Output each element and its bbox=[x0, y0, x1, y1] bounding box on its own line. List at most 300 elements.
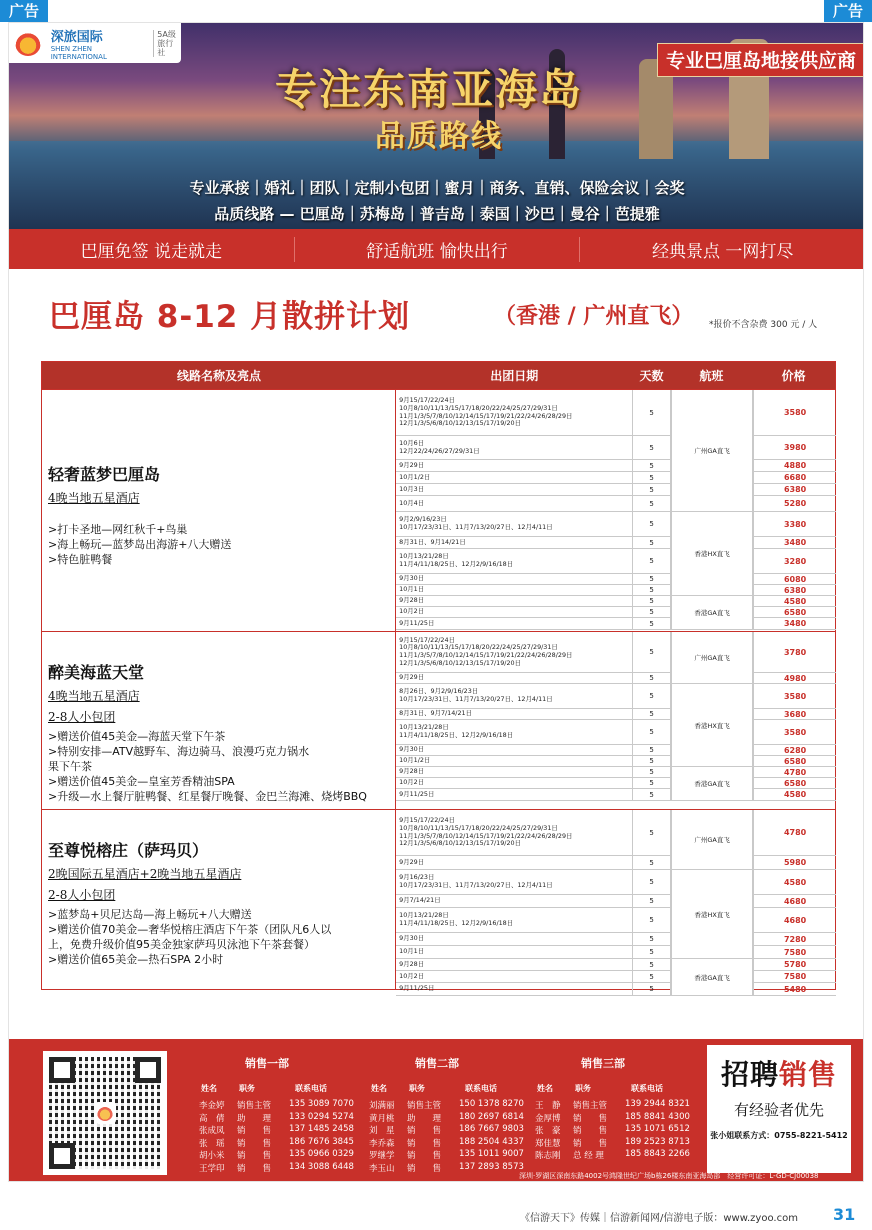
agency-grade: 5A级 旅行社 bbox=[153, 30, 181, 57]
flight-label: 香港HX直飞 bbox=[671, 512, 753, 596]
date-line: 9月11/25日 bbox=[399, 618, 435, 627]
table-row bbox=[396, 709, 836, 720]
departure-dates bbox=[396, 959, 633, 970]
route-highlight: >赠送价值65美金—热石SPA 2小时 bbox=[48, 953, 224, 966]
qr-corner bbox=[49, 1057, 75, 1083]
days-cell: 5 bbox=[633, 549, 671, 573]
date-line: 8月31日、9月7/14/21日 bbox=[399, 709, 472, 718]
days-cell: 5 bbox=[633, 632, 671, 672]
sales-col-header: 职务 bbox=[575, 1084, 591, 1093]
sales-name: 罗继学 bbox=[369, 1151, 395, 1161]
price-cell: 4680 bbox=[753, 895, 836, 907]
sales-role: 助 理 bbox=[237, 1113, 272, 1124]
price-cell: 6380 bbox=[753, 484, 836, 495]
sales-col-header: 职务 bbox=[239, 1084, 255, 1093]
route-highlight: >赠送价值70美金—奢华悦榕庄酒店下午茶（团队凡6人以 bbox=[48, 923, 332, 936]
hero-subtitle: 品质路线 bbox=[375, 119, 503, 154]
sales-role: 销售主管 bbox=[237, 1101, 272, 1111]
sales-name: 刘 星 bbox=[369, 1126, 395, 1136]
days-cell: 5 bbox=[633, 574, 671, 584]
date-line: 9月29日 bbox=[399, 673, 425, 682]
price-cell: 4580 bbox=[753, 596, 836, 606]
sales-role: 销售主管 bbox=[573, 1101, 608, 1111]
date-line: 10月1日 bbox=[399, 947, 425, 956]
route-highlight: 果下午茶 bbox=[48, 760, 92, 773]
days-cell: 5 bbox=[633, 537, 671, 548]
price-cell: 6280 bbox=[753, 745, 836, 755]
flight-label: 广州GA直飞 bbox=[671, 810, 753, 870]
table-row bbox=[396, 436, 836, 460]
days-cell: 5 bbox=[633, 895, 671, 907]
date-line: 10月8/10/11/13/15/17/18/20/22/24/25/27/29/31日 bbox=[399, 403, 558, 412]
days-cell: 5 bbox=[633, 390, 671, 435]
route-info bbox=[42, 632, 396, 809]
date-line: 10月1/2日 bbox=[399, 472, 431, 481]
route-schedule bbox=[396, 390, 835, 631]
departure-dates bbox=[396, 596, 633, 606]
price-cell: 3380 bbox=[753, 512, 836, 536]
departure-dates bbox=[396, 585, 633, 595]
slogan-item: 舒适航班 愉快出行 bbox=[295, 237, 581, 262]
departure-dates bbox=[396, 549, 633, 573]
sales-phone[interactable]: 135 3089 7070 bbox=[289, 1099, 354, 1109]
supplier-badge: 专业巴厘岛地接供应商 bbox=[657, 43, 864, 77]
table-row bbox=[396, 585, 836, 596]
sales-phone[interactable]: 137 2893 8573 bbox=[459, 1161, 524, 1172]
sales-role: 助 理 bbox=[407, 1113, 442, 1124]
price-cell: 4580 bbox=[753, 789, 836, 800]
date-line: 9月15/17/22/24日 bbox=[399, 816, 455, 825]
date-line: 9月11/25日 bbox=[399, 984, 435, 993]
route-schedule bbox=[396, 632, 835, 809]
flight-label: 香港GA直飞 bbox=[671, 767, 753, 801]
route-highlight: >特色脏鸭餐 bbox=[48, 553, 113, 566]
departure-dates bbox=[396, 618, 633, 629]
price-cell: 7580 bbox=[753, 946, 836, 958]
price-cell: 3580 bbox=[753, 720, 836, 744]
sales-phone[interactable]: 185 8841 4300 bbox=[625, 1111, 690, 1122]
sales-name: 王 静 bbox=[535, 1101, 561, 1111]
days-cell: 5 bbox=[633, 684, 671, 708]
table-row bbox=[396, 946, 836, 959]
departure-dates bbox=[396, 496, 633, 511]
table-row bbox=[396, 895, 836, 908]
date-line: 9月7/14/21日 bbox=[399, 896, 441, 905]
sales-phone[interactable]: 186 7667 9803 bbox=[459, 1124, 524, 1134]
price-cell: 7580 bbox=[753, 971, 836, 982]
price-cell: 4780 bbox=[753, 810, 836, 855]
days-cell: 5 bbox=[633, 778, 671, 788]
sales-name: 胡小米 bbox=[199, 1151, 225, 1161]
sales-col-header: 职务 bbox=[409, 1084, 425, 1093]
route-section bbox=[42, 631, 835, 809]
sales-name: 郑佳慧 bbox=[535, 1138, 561, 1149]
sales-role: 销 售 bbox=[237, 1138, 272, 1149]
date-line: 9月29日 bbox=[399, 460, 425, 469]
table-row bbox=[396, 684, 836, 709]
table-row bbox=[396, 908, 836, 933]
recruit-box bbox=[707, 1045, 851, 1173]
flight-label: 香港HX直飞 bbox=[671, 870, 753, 959]
days-cell: 5 bbox=[633, 472, 671, 483]
sales-phone[interactable]: 133 0294 5274 bbox=[289, 1111, 354, 1122]
sales-name: 李玉山 bbox=[369, 1163, 395, 1174]
table-row bbox=[396, 933, 836, 946]
date-line: 11月1/3/5/7/8/10/12/14/15/17/19/21/22/24/26/28/29日 bbox=[399, 651, 573, 659]
ad-page bbox=[8, 22, 864, 1182]
sales-role: 销 售 bbox=[237, 1163, 272, 1174]
date-line: 9月15/17/22/24日 bbox=[399, 396, 455, 405]
ad-tag-right: 广告 bbox=[824, 0, 872, 22]
days-cell: 5 bbox=[633, 789, 671, 800]
date-line: 11月4/11/18/25日、12月2/9/16/18日 bbox=[399, 731, 514, 739]
slogan-item: 巴厘免签 说走就走 bbox=[9, 237, 295, 262]
departure-dates bbox=[396, 778, 633, 788]
qr-corner bbox=[49, 1143, 75, 1169]
days-cell: 5 bbox=[633, 436, 671, 459]
sales-name: 金厚博 bbox=[535, 1113, 561, 1124]
departure-dates bbox=[396, 756, 633, 766]
table-row bbox=[396, 971, 836, 983]
qr-pattern bbox=[49, 1057, 161, 1169]
flight-label: 香港GA直飞 bbox=[671, 596, 753, 630]
route-group-size: 2-8人小包团 bbox=[48, 888, 116, 902]
table-row bbox=[396, 618, 836, 630]
ad-tag-left: 广告 bbox=[0, 0, 48, 22]
sales-name: 黄月桃 bbox=[369, 1113, 395, 1124]
sales-phone[interactable]: 135 1011 9007 bbox=[459, 1149, 524, 1159]
route-group-size: 2-8人小包团 bbox=[48, 710, 116, 724]
price-cell: 6580 bbox=[753, 778, 836, 788]
date-line: 8月31日、9月14/21日 bbox=[399, 537, 466, 546]
date-line: 10月4日 bbox=[399, 498, 425, 507]
sales-role: 销 售 bbox=[237, 1151, 272, 1161]
departure-dates bbox=[396, 946, 633, 958]
date-line: 10月17/23/31日、11月7/13/20/27日、12月4/11日 bbox=[399, 695, 553, 703]
date-line: 9月2/9/16/23日 bbox=[399, 515, 447, 524]
route-highlight: >升级—水上餐厅脏鸭餐、红星餐厅晚餐、金巴兰海滩、烧烤BBQ bbox=[48, 790, 367, 803]
table-row bbox=[396, 745, 836, 756]
sales-col-header: 姓名 bbox=[371, 1084, 387, 1093]
page-footer: 《信游天下》传媒｜信游新闻网/信游电子版：www.zyoo.com bbox=[520, 1213, 798, 1224]
departure-dates bbox=[396, 789, 633, 800]
table-row bbox=[396, 870, 836, 895]
days-cell: 5 bbox=[633, 596, 671, 606]
departure-dates bbox=[396, 574, 633, 584]
sales-name: 李金婷 bbox=[199, 1101, 225, 1111]
footer bbox=[9, 1039, 864, 1182]
days-cell: 5 bbox=[633, 585, 671, 595]
route-info bbox=[42, 810, 396, 989]
table-row bbox=[396, 472, 836, 484]
recruit-subtitle: 有经验者优先 bbox=[733, 1101, 824, 1119]
departure-dates bbox=[396, 537, 633, 548]
sales-role: 销 售 bbox=[573, 1126, 608, 1136]
departure-dates bbox=[396, 767, 633, 777]
price-cell: 5480 bbox=[753, 983, 836, 995]
qr-code[interactable] bbox=[43, 1051, 167, 1175]
recruit-contact: 张小姐联系方式：0755-8221-5412 bbox=[710, 1131, 848, 1140]
departure-dates bbox=[396, 607, 633, 617]
table-row bbox=[396, 856, 836, 870]
page-number: 31 bbox=[833, 1205, 856, 1224]
departure-dates bbox=[396, 895, 633, 907]
departure-dates bbox=[396, 745, 633, 755]
date-line: 11月4/11/18/25日、12月2/9/16/18日 bbox=[399, 919, 514, 927]
hero-title: 专注东南亚海岛 bbox=[274, 65, 583, 114]
date-line: 9月16/23日 bbox=[399, 873, 435, 882]
days-cell: 5 bbox=[633, 983, 671, 995]
agency-logo bbox=[9, 23, 181, 63]
departure-dates bbox=[396, 484, 633, 495]
route-highlight: 上，免费升级价值95美金独家萨玛贝泳池下午茶套餐） bbox=[48, 938, 315, 951]
sales-role: 销 售 bbox=[573, 1138, 608, 1149]
date-line: 9月29日 bbox=[399, 857, 425, 866]
route-section bbox=[42, 809, 835, 994]
slogan-bar bbox=[9, 229, 864, 269]
days-cell: 5 bbox=[633, 745, 671, 755]
sales-phone[interactable]: 185 8843 2266 bbox=[625, 1149, 690, 1159]
route-hotel: 4晚当地五星酒店 bbox=[48, 491, 140, 505]
days-cell: 5 bbox=[633, 512, 671, 536]
sales-phone[interactable]: 134 3088 6448 bbox=[289, 1161, 354, 1172]
sales-phone[interactable]: 135 1071 6512 bbox=[625, 1124, 690, 1134]
table-row bbox=[396, 983, 836, 996]
route-highlight: >海上畅玩—蓝梦岛出海游+八大赠送 bbox=[48, 538, 232, 551]
departure-dates bbox=[396, 673, 633, 683]
departure-dates bbox=[396, 436, 633, 459]
sales-phone[interactable]: 189 2523 8713 bbox=[625, 1136, 690, 1147]
days-cell: 5 bbox=[633, 607, 671, 617]
price-cell: 6080 bbox=[753, 574, 836, 584]
recruit-title: 招聘销售 bbox=[720, 1058, 838, 1091]
date-line: 9月30日 bbox=[399, 745, 425, 754]
route-highlight: >打卡圣地—网红秋千+鸟巢 bbox=[48, 523, 188, 536]
sales-role: 销 售 bbox=[407, 1126, 442, 1136]
sales-role: 销 售 bbox=[573, 1113, 608, 1124]
date-line: 12月1/3/5/6/8/10/12/13/15/17/19/20日 bbox=[399, 419, 521, 428]
table-row bbox=[396, 596, 836, 607]
sales-phone[interactable]: 139 2944 8321 bbox=[625, 1099, 690, 1109]
date-line: 9月15/17/22/24日 bbox=[399, 635, 455, 644]
departure-dates bbox=[396, 709, 633, 719]
price-cell: 3780 bbox=[753, 632, 836, 672]
days-cell: 5 bbox=[633, 856, 671, 869]
days-cell: 5 bbox=[633, 720, 671, 744]
date-line: 9月28日 bbox=[399, 596, 425, 605]
departure-dates bbox=[396, 684, 633, 708]
date-line: 11月4/11/18/25日、12月2/9/16/18日 bbox=[399, 560, 514, 568]
price-cell: 3280 bbox=[753, 549, 836, 573]
days-cell: 5 bbox=[633, 484, 671, 495]
agency-name: 深旅国际 bbox=[50, 29, 103, 45]
price-cell: 4780 bbox=[753, 767, 836, 777]
departure-dates bbox=[396, 908, 633, 932]
route-highlight: >特别安排—ATV越野车、海边骑马、浪漫巧克力锅水 bbox=[48, 745, 310, 758]
sales-dept-title: 销售一部 bbox=[245, 1057, 289, 1070]
route-schedule bbox=[396, 810, 835, 994]
departure-dates bbox=[396, 971, 633, 982]
date-line: 12月1/3/5/6/8/10/12/13/15/17/19/20日 bbox=[399, 839, 521, 848]
table-row bbox=[396, 549, 836, 574]
days-cell: 5 bbox=[633, 460, 671, 471]
departure-dates bbox=[396, 933, 633, 945]
date-line: 10月13/21/28日 bbox=[399, 911, 449, 920]
days-cell: 5 bbox=[633, 756, 671, 766]
days-cell: 5 bbox=[633, 810, 671, 855]
price-cell: 4980 bbox=[753, 673, 836, 683]
table-row bbox=[396, 767, 836, 778]
route-hotel: 2晚国际五星酒店+2晚当地五星酒店 bbox=[48, 867, 242, 881]
slogan-item: 经典景点 一网打尽 bbox=[651, 241, 794, 262]
route-info bbox=[42, 390, 396, 631]
sales-name: 张成凤 bbox=[199, 1126, 225, 1136]
days-cell: 5 bbox=[633, 709, 671, 719]
date-line: 10月6日 bbox=[399, 438, 425, 447]
price-cell: 4680 bbox=[753, 908, 836, 932]
days-cell: 5 bbox=[633, 959, 671, 970]
route-hotel: 4晚当地五星酒店 bbox=[48, 689, 140, 703]
price-cell: 4880 bbox=[753, 460, 836, 471]
table-row bbox=[396, 607, 836, 618]
sales-col-header: 联系电话 bbox=[631, 1084, 663, 1093]
plan-note: *报价不含杂费 300 元 / 人 bbox=[709, 320, 818, 330]
price-cell: 3580 bbox=[753, 390, 836, 435]
sales-phone[interactable]: 150 1378 8270 bbox=[459, 1099, 524, 1109]
days-cell: 5 bbox=[633, 673, 671, 683]
table-row bbox=[396, 574, 836, 585]
sales-role: 销 售 bbox=[237, 1126, 272, 1136]
days-cell: 5 bbox=[633, 496, 671, 511]
table-row bbox=[396, 720, 836, 745]
date-line: 10月2日 bbox=[399, 971, 425, 980]
price-cell: 3480 bbox=[753, 537, 836, 548]
departure-dates bbox=[396, 632, 633, 672]
days-cell: 5 bbox=[633, 618, 671, 629]
date-line: 10月3日 bbox=[399, 484, 425, 493]
routes-line: 品质线路 — 巴厘岛｜苏梅岛｜普吉岛｜泰国｜沙巴｜曼谷｜芭提雅 bbox=[214, 205, 660, 223]
departure-dates bbox=[396, 983, 633, 995]
date-line: 10月1/2日 bbox=[399, 756, 431, 765]
sun-logo-icon bbox=[15, 30, 41, 56]
sales-col-header: 姓名 bbox=[201, 1084, 217, 1093]
departure-dates bbox=[396, 460, 633, 471]
sales-phone[interactable]: 186 7676 3845 bbox=[289, 1136, 354, 1147]
departure-dates bbox=[396, 512, 633, 536]
route-section bbox=[42, 389, 835, 631]
price-cell: 6680 bbox=[753, 472, 836, 483]
days-cell: 5 bbox=[633, 908, 671, 932]
flight-label: 香港GA直飞 bbox=[671, 959, 753, 996]
sales-phone[interactable]: 180 2697 6814 bbox=[459, 1111, 524, 1122]
col-header: 航班 bbox=[699, 369, 724, 383]
price-cell: 7280 bbox=[753, 933, 836, 945]
days-cell: 5 bbox=[633, 971, 671, 982]
sales-name: 张 瑶 bbox=[199, 1138, 225, 1149]
price-cell: 3980 bbox=[753, 436, 836, 459]
date-line: 8月26日、9月2/9/16/23日 bbox=[399, 687, 479, 696]
table-row bbox=[396, 512, 836, 537]
days-cell: 5 bbox=[633, 933, 671, 945]
departure-dates bbox=[396, 472, 633, 483]
sales-name: 张 豪 bbox=[535, 1126, 561, 1136]
sales-role: 销 售 bbox=[407, 1138, 442, 1149]
departure-dates bbox=[396, 870, 633, 894]
table-row bbox=[396, 390, 836, 436]
date-line: 9月28日 bbox=[399, 959, 425, 968]
agency-name-en: SHEN ZHEN INTERNATIONAL bbox=[50, 44, 107, 61]
route-highlight: >蓝梦岛+贝尼达岛—海上畅玩+八大赠送 bbox=[48, 908, 252, 921]
price-cell: 6380 bbox=[753, 585, 836, 595]
route-name: 至尊悦榕庄（萨玛贝） bbox=[48, 841, 209, 860]
sales-dept-title: 销售三部 bbox=[581, 1057, 625, 1070]
sales-phone[interactable]: 188 2504 4337 bbox=[459, 1136, 524, 1147]
route-highlight: >赠送价值45美金—皇室芳香精油SPA bbox=[48, 775, 235, 788]
date-line: 11月1/3/5/7/8/10/12/14/15/17/19/21/22/24/26/28/29日 bbox=[399, 411, 573, 420]
sales-role: 销 售 bbox=[407, 1163, 442, 1174]
sales-dept-title: 销售二部 bbox=[415, 1057, 459, 1070]
departure-dates bbox=[396, 856, 633, 869]
table-row bbox=[396, 673, 836, 684]
date-line: 9月11/25日 bbox=[399, 789, 435, 798]
sales-name: 陈志刚 bbox=[535, 1151, 561, 1161]
price-cell: 5780 bbox=[753, 959, 836, 970]
table-row bbox=[396, 778, 836, 789]
price-cell: 5980 bbox=[753, 856, 836, 869]
departure-dates bbox=[396, 390, 633, 435]
price-cell: 6580 bbox=[753, 607, 836, 617]
qr-logo-icon bbox=[94, 1102, 116, 1124]
date-line: 12月1/3/5/6/8/10/12/13/15/17/19/20日 bbox=[399, 658, 521, 667]
sales-phone[interactable]: 137 1485 2458 bbox=[289, 1124, 354, 1134]
table-row bbox=[396, 959, 836, 971]
date-line: 10月2日 bbox=[399, 607, 425, 616]
table-row bbox=[396, 496, 836, 512]
date-line: 10月1日 bbox=[399, 585, 425, 594]
date-line: 10月2日 bbox=[399, 778, 425, 787]
days-cell: 5 bbox=[633, 946, 671, 958]
price-cell: 3480 bbox=[753, 618, 836, 629]
date-line: 9月30日 bbox=[399, 934, 425, 943]
date-line: 12月22/24/26/27/29/31日 bbox=[399, 446, 480, 455]
sales-role: 总 经 理 bbox=[573, 1151, 604, 1161]
sales-col-header: 联系电话 bbox=[295, 1084, 327, 1093]
col-header: 天数 bbox=[639, 369, 664, 383]
table-row bbox=[396, 632, 836, 673]
date-line: 10月13/21/28日 bbox=[399, 552, 449, 561]
date-line: 10月8/10/11/13/15/17/18/20/22/24/25/27/29/31日 bbox=[399, 823, 558, 832]
col-header: 线路名称及亮点 bbox=[177, 369, 262, 383]
route-name: 醉美海蓝天堂 bbox=[48, 663, 145, 682]
days-cell: 5 bbox=[633, 767, 671, 777]
table-row bbox=[396, 810, 836, 856]
sales-role: 销 售 bbox=[407, 1151, 442, 1161]
flight-label: 香港HX直飞 bbox=[671, 684, 753, 767]
date-line: 10月17/23/31日、11月7/13/20/27日、12月4/11日 bbox=[399, 523, 553, 531]
table-row bbox=[396, 460, 836, 472]
sales-phone[interactable]: 135 0966 0329 bbox=[289, 1149, 354, 1159]
price-cell: 5280 bbox=[753, 496, 836, 511]
table-row bbox=[396, 484, 836, 496]
plan-route: （香港 / 广州直飞） bbox=[494, 304, 694, 329]
services-line: 专业承接｜婚礼｜团队｜定制小包团｜蜜月｜商务、直销、保险会议｜会奖 bbox=[189, 179, 685, 197]
flight-label: 广州GA直飞 bbox=[671, 390, 753, 512]
sales-role: 销售主管 bbox=[407, 1101, 442, 1111]
date-line: 9月28日 bbox=[399, 767, 425, 776]
table-row bbox=[396, 789, 836, 801]
col-header: 出团日期 bbox=[490, 369, 539, 383]
sales-name: 刘满丽 bbox=[369, 1101, 395, 1111]
